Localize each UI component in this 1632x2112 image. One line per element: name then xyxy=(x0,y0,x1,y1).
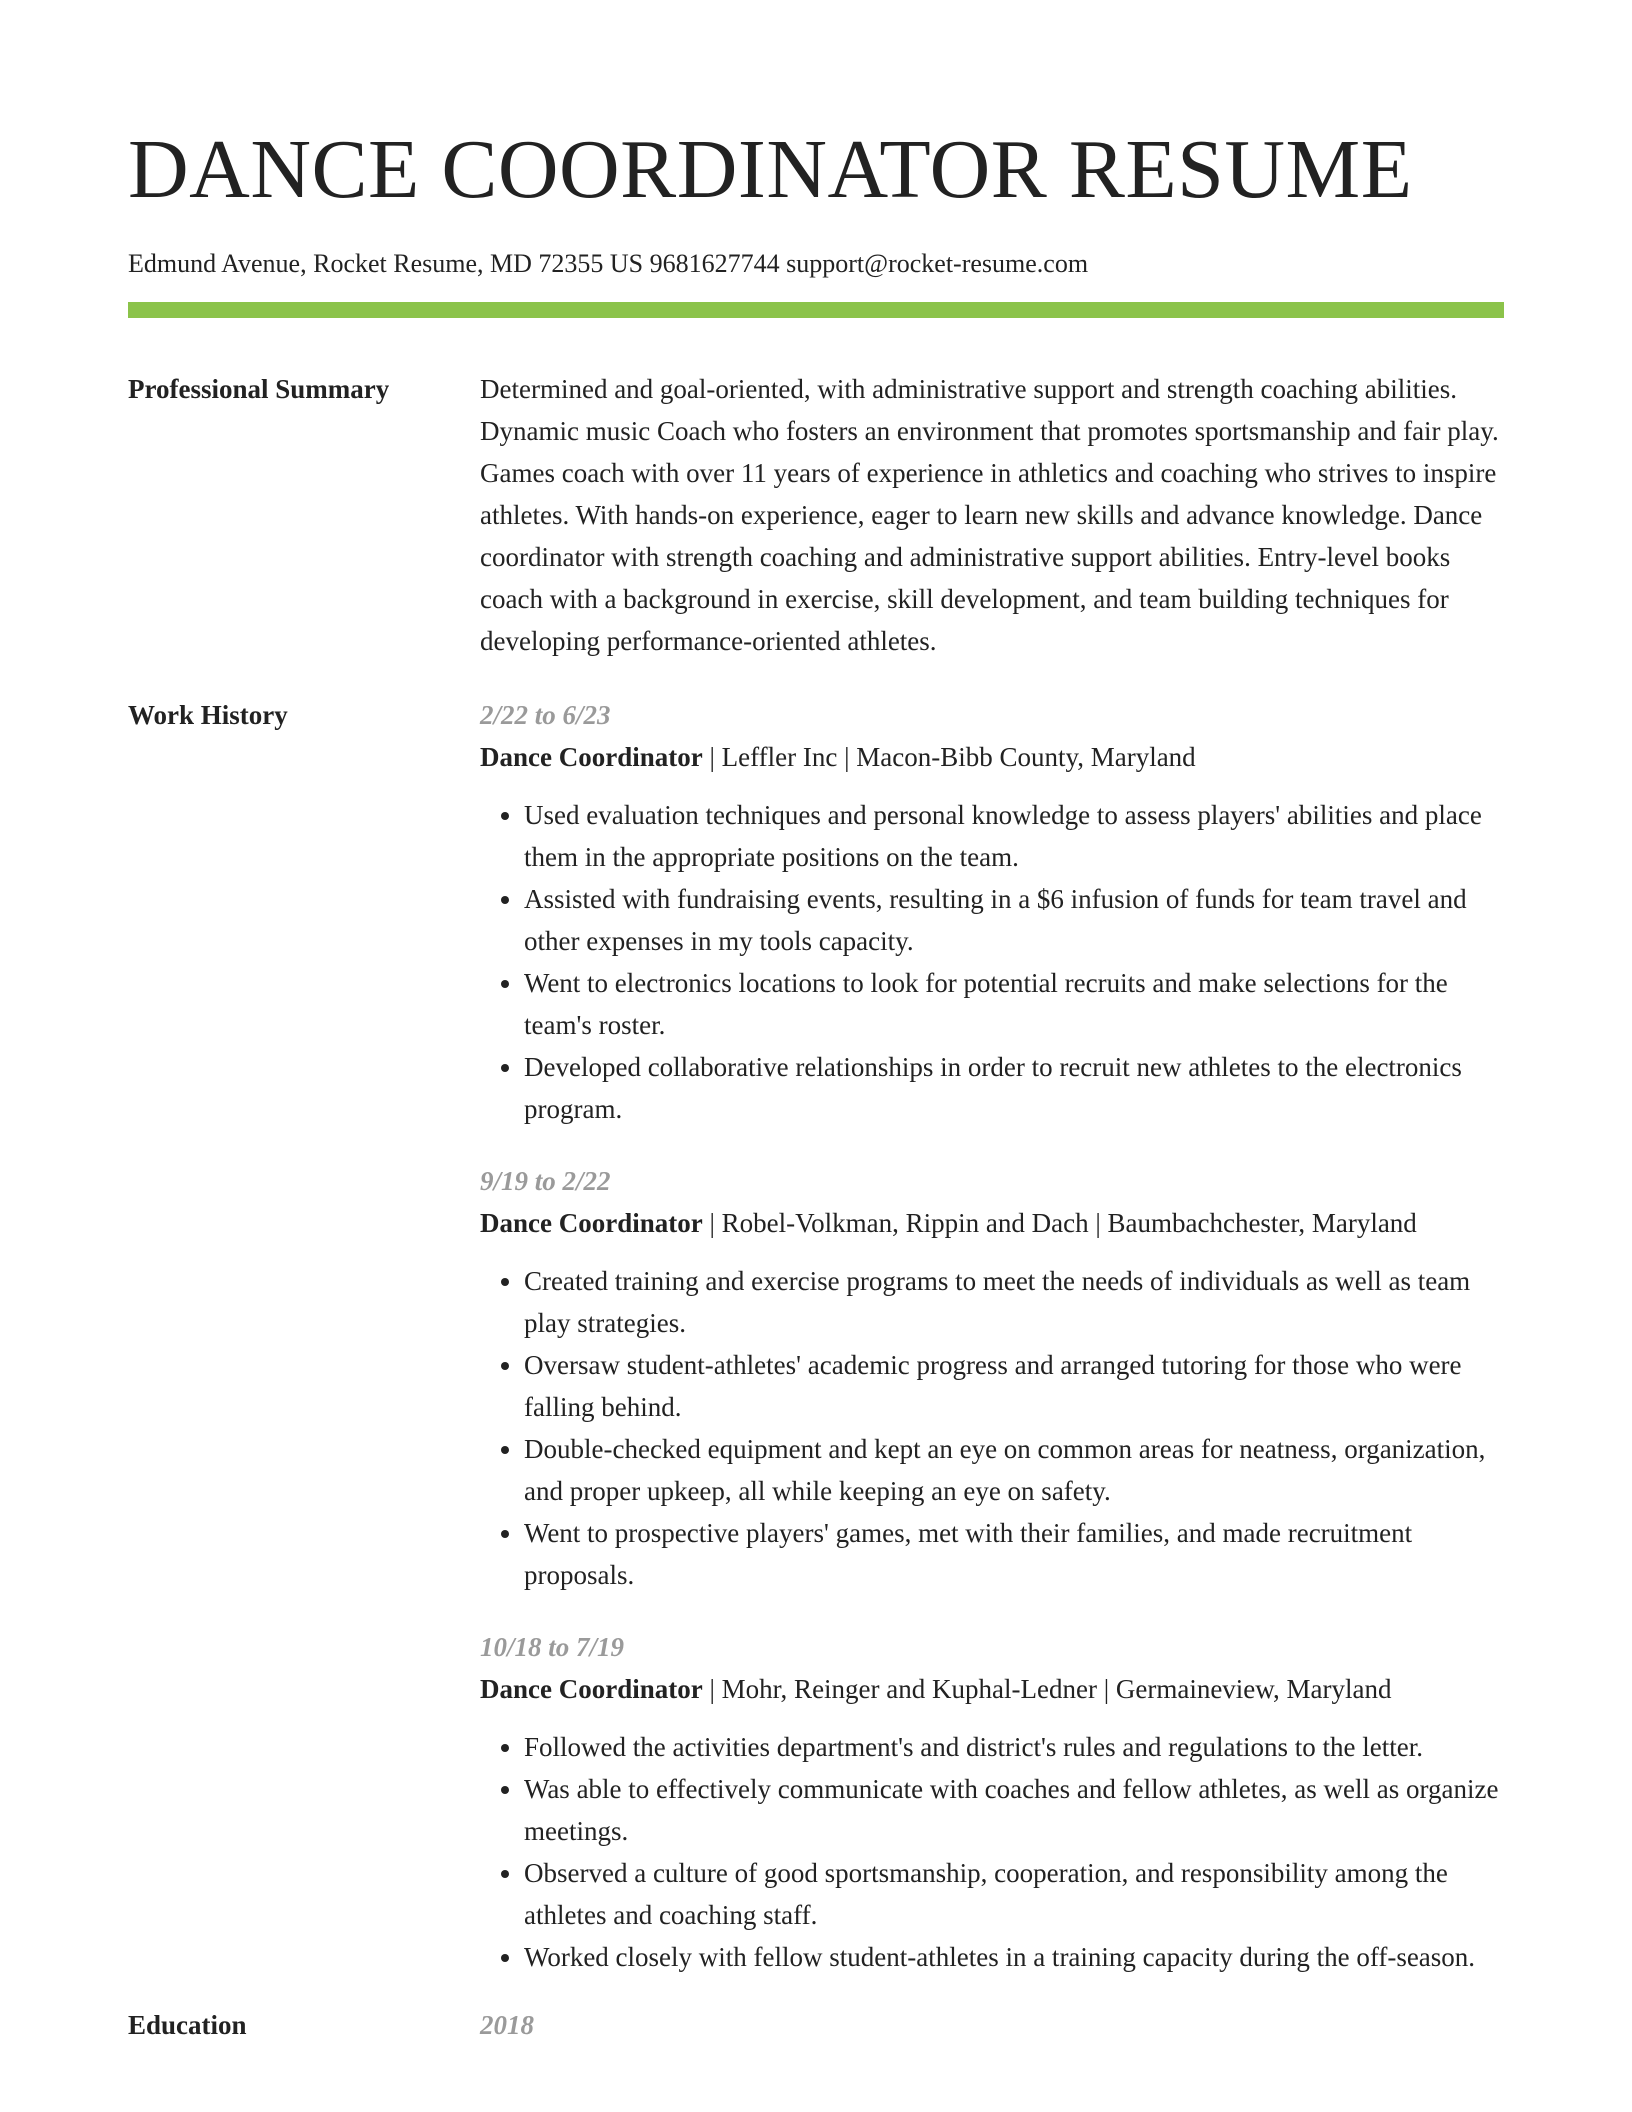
resume-page xyxy=(128,0,1504,2046)
job-bullet-list xyxy=(480,794,1504,1130)
job-bullet: • Went to electronics locations to look for potential recruits and make selections for the team's roster. xyxy=(524,962,1504,1046)
job-company: Robel-Volkman, Rippin and Dach xyxy=(721,1208,1089,1238)
section-professional-summary xyxy=(128,368,1504,662)
section-work-history xyxy=(128,694,1504,1978)
education-year: 2018 xyxy=(480,2010,534,2040)
contact-phone: 9681627744 xyxy=(649,249,780,278)
contact-line xyxy=(128,248,1504,280)
job-company: Mohr, Reinger and Kuphal-Ledner xyxy=(721,1674,1097,1704)
job-header xyxy=(480,1202,1504,1244)
job-bullet: • Used evaluation techniques and personal knowledge to assess players' abilities and place them in the appropriate positions on the team. xyxy=(524,794,1504,878)
job-bullet: • Went to prospective players' games, met with their families, and made recruitment proposals. xyxy=(524,1512,1504,1596)
contact-address: Edmund Avenue, Rocket Resume, MD 72355 US xyxy=(128,249,644,278)
work-history-body xyxy=(480,694,1504,1978)
job-entry xyxy=(480,694,1504,1130)
job-dates: 10/18 to 7/19 xyxy=(480,1632,625,1662)
job-separator: | xyxy=(844,742,850,772)
job-bullet: • Assisted with fundraising events, resulting in a $6 infusion of funds for team travel and other expenses in my tools capacity. xyxy=(524,878,1504,962)
contact-email[interactable]: support@rocket-resume.com xyxy=(786,249,1089,278)
job-entry xyxy=(480,1626,1504,1978)
job-separator: | xyxy=(709,742,715,772)
job-bullet-list xyxy=(480,1726,1504,1978)
job-header xyxy=(480,736,1504,778)
section-label-work: Work History xyxy=(128,700,288,730)
job-bullet: • Worked closely with fellow student-athletes in a training capacity during the off-season. xyxy=(524,1936,1504,1978)
job-bullet: • Observed a culture of good sportsmanship, cooperation, and responsibility among the athletes and coaching staff. xyxy=(524,1852,1504,1936)
job-separator: | xyxy=(709,1674,715,1704)
job-bullet-list xyxy=(480,1260,1504,1596)
section-education xyxy=(128,2004,1504,2046)
job-location: Macon-Bibb County, Maryland xyxy=(856,742,1196,772)
job-dates: 2/22 to 6/23 xyxy=(480,700,611,730)
job-bullet: • Followed the activities department's and district's rules and regulations to the letter. xyxy=(524,1726,1504,1768)
job-location: Germaineview, Maryland xyxy=(1115,1674,1392,1704)
job-bullet: • Double-checked equipment and kept an eye on common areas for neatness, organization, and proper upkeep, all while keeping an eye on safety. xyxy=(524,1428,1504,1512)
job-separator: | xyxy=(709,1208,715,1238)
resume-title: DANCE COORDINATOR RESUME xyxy=(128,123,1413,216)
job-title: Dance Coordinator xyxy=(480,1674,703,1704)
education-body xyxy=(480,2004,1504,2046)
job-header xyxy=(480,1668,1504,1710)
job-company: Leffler Inc xyxy=(721,742,838,772)
job-title: Dance Coordinator xyxy=(480,1208,703,1238)
job-bullet: • Developed collaborative relationships in order to recruit new athletes to the electronics program. xyxy=(524,1046,1504,1130)
accent-divider xyxy=(128,302,1504,318)
job-entry xyxy=(480,1160,1504,1596)
job-separator: | xyxy=(1095,1208,1101,1238)
section-label-education: Education xyxy=(128,2010,247,2040)
job-bullet: • Oversaw student-athletes' academic progress and arranged tutoring for those who were falling behind. xyxy=(524,1344,1504,1428)
job-bullet: • Was able to effectively communicate with coaches and fellow athletes, as well as organize meetings. xyxy=(524,1768,1504,1852)
job-title: Dance Coordinator xyxy=(480,742,703,772)
job-separator: | xyxy=(1103,1674,1110,1704)
summary-text: Determined and goal-oriented, with administrative support and strength coaching abilities. Dynamic music Coach who fosters an environment that promotes sportsmanship and fair play. Games coach with over 11 years of experience in athletics and coaching who strives to inspire athletes. With hands-on experience, eager to learn new skills and advance knowledge. Dance coordinator with strength coaching and administrative support abilities. Entry-level books coach with a background in exercise, skill development, and team building techniques for developing performance-oriented athletes. xyxy=(480,374,1499,656)
job-dates: 9/19 to 2/22 xyxy=(480,1166,611,1196)
job-location: Baumbachchester, Maryland xyxy=(1107,1208,1417,1238)
job-bullet: • Created training and exercise programs to meet the needs of individuals as well as team play strategies. xyxy=(524,1260,1504,1344)
summary-body xyxy=(480,368,1504,662)
section-label-summary: Professional Summary xyxy=(128,374,390,404)
